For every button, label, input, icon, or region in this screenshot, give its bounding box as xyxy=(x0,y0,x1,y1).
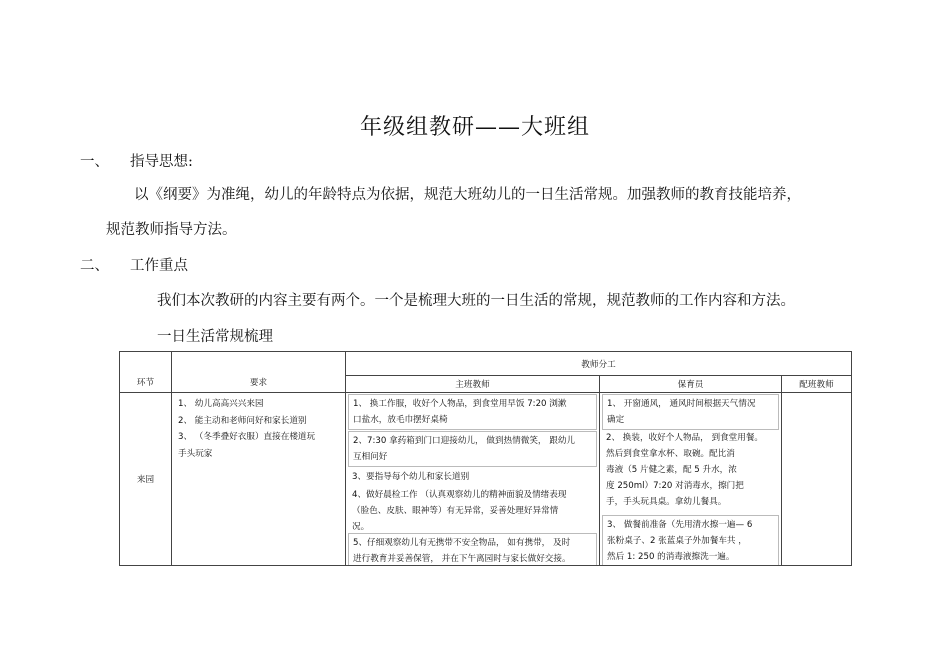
duty-line: 1、 换工作服，收好个人物品，到食堂用早饭 7:20 浏漱 xyxy=(353,399,567,409)
section-1-para-line-2: 规范教师指导方法。 xyxy=(106,222,237,238)
duty-line: 1、 开窗通风， 通风时间根据天气情况 xyxy=(607,399,756,409)
head-teacher-duty-block xyxy=(348,486,597,536)
cell-assistant-duties xyxy=(782,393,852,566)
head-teacher-duty-block xyxy=(348,533,597,565)
duty-line: 3、要指导每个幼儿和家长道别 xyxy=(352,472,470,482)
section-1-para-line-1: 以《纲要》为准绳，幼儿的年龄特点为依据，规范大班幼儿的一日生活常规。加强教师的教育技能培养， xyxy=(134,187,801,203)
head-teacher-duty-block xyxy=(348,468,597,487)
duty-line: 确定 xyxy=(607,415,625,425)
requirement-item: 1、 幼儿高高兴兴来园 xyxy=(178,399,264,409)
header-head-teacher: 主班教师 xyxy=(346,376,600,393)
requirement-item: 手头玩家 xyxy=(178,448,213,459)
section-2-number: 二、 xyxy=(80,258,109,274)
duty-line: 度 250ml）7:20 对消毒水，擦门把 xyxy=(606,481,744,491)
duty-line: 3、 做餐前准备（先用清水擦一遍— 6 xyxy=(607,520,753,530)
nurse-duty-block xyxy=(602,515,779,565)
section-1-number: 一、 xyxy=(80,154,109,170)
section-2-title: 工作重点 xyxy=(130,258,188,274)
section-1-title: 指导思想: xyxy=(130,154,193,170)
daily-routine-table xyxy=(119,351,852,566)
duty-line: 手，手头玩具桌。拿幼儿餐具。 xyxy=(606,497,727,507)
duty-line: 互相问好 xyxy=(353,452,388,462)
section-2-subheading: 一日生活常规梳理 xyxy=(157,329,273,345)
cell-head-teacher-duties xyxy=(346,393,600,566)
duty-line: 毒液（5 片健之素，配 5 升水，浓 xyxy=(606,465,737,475)
duty-line: 口盐水，放毛巾摆好桌椅 xyxy=(353,415,448,425)
duty-line: 进行教育并妥善保管， 并在下午离园时与家长做好交接。 xyxy=(353,554,571,564)
header-requirement: 要求 xyxy=(172,352,346,393)
cell-nurse-duties xyxy=(600,393,782,566)
section-2-para: 我们本次教研的内容主要有两个。一个是梳理大班的一日生活的常规，规范教师的工作内容和方法。 xyxy=(157,293,795,309)
duty-line: 然后到食堂拿水杯、取碗。配比消 xyxy=(606,449,735,459)
header-assistant-teacher: 配班教师 xyxy=(782,376,852,393)
header-link: 环节 xyxy=(120,352,172,393)
cell-link-arrival: 来园 xyxy=(120,393,172,566)
duty-line: 5、仔细观察幼儿有无携带不安全物品， 如有携带， 及时 xyxy=(353,538,571,548)
head-teacher-duty-block xyxy=(348,394,597,430)
duty-line: 况。 xyxy=(352,522,370,532)
head-teacher-duty-block xyxy=(348,431,597,467)
duty-line: 张粉桌子、2 张蓝桌子外加餐车共 ， xyxy=(607,536,747,546)
page-title: 年级组教研——大班组 xyxy=(359,115,590,140)
duty-line: 2、 换装，收好个人物品， 到食堂用餐。 xyxy=(606,433,764,443)
header-nurse: 保育员 xyxy=(600,376,782,393)
requirement-item: 2、 能主动和老师问好和家长道别 xyxy=(178,415,307,426)
nurse-duty-block xyxy=(602,429,779,516)
duty-line: （脸色、皮肤、眼神等）有无异常，妥善处理好异常情 xyxy=(352,506,559,516)
requirements-list xyxy=(172,393,345,465)
duty-line: 4、做好晨检工作 （认真观察幼儿的精神面貌及情绪表现 xyxy=(352,490,567,500)
duty-line: 然后 1: 250 的消毒液擦洗一遍。 xyxy=(607,552,735,562)
duty-line: 2、7:30 拿药箱到门口迎接幼儿， 做到热情微笑， 跟幼儿 xyxy=(353,436,576,446)
nurse-duty-block xyxy=(602,394,779,430)
requirement-item: 3、 （冬季叠好衣服）直接在楼道玩 xyxy=(178,432,316,442)
cell-requirements xyxy=(172,393,346,566)
header-teacher-division: 教师分工 xyxy=(346,352,852,376)
